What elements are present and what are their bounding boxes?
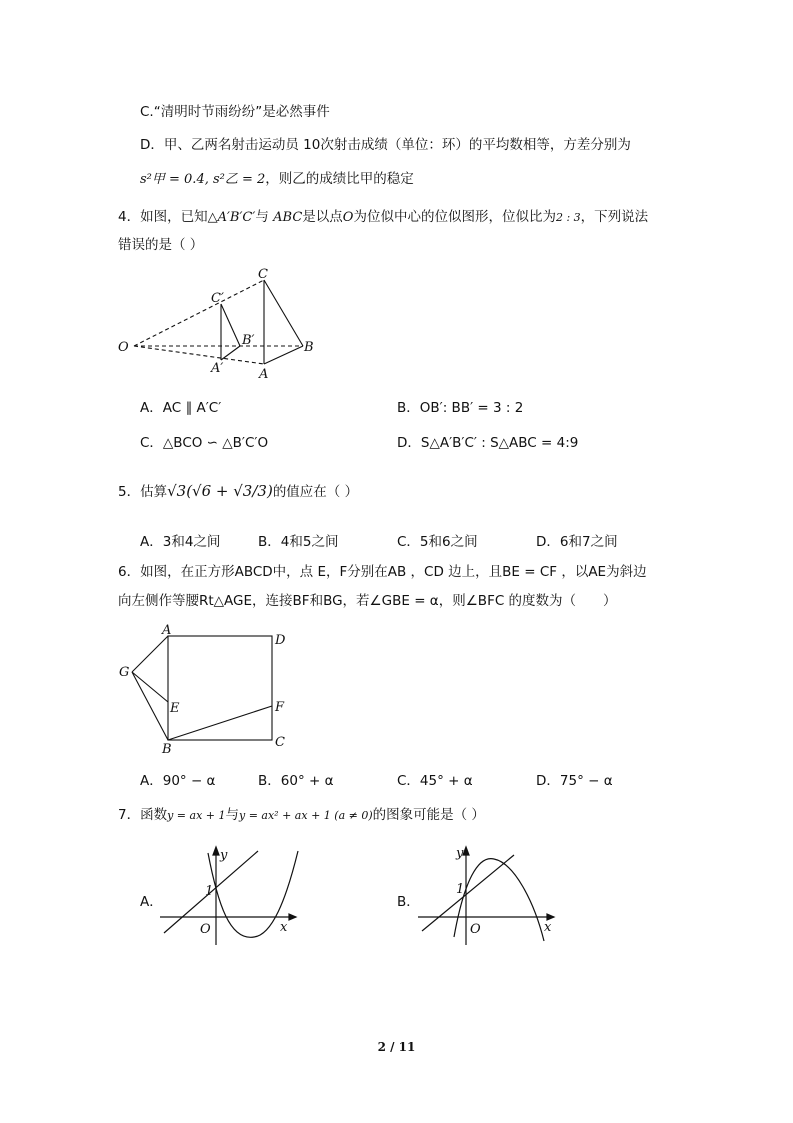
q6-option-b: B．60° + α — [258, 773, 334, 789]
q5-suffix: 的值应在（ ） — [272, 484, 359, 500]
x-axis-arrow-icon — [289, 914, 296, 920]
q4-mid2: 为位似中心的位似图形，位似比为 — [353, 209, 556, 225]
q5-option-b: B．4和5之间 — [258, 534, 339, 550]
q4-ratio: 2 : 3 — [555, 211, 581, 224]
q4-option-d: D．S△A′B′C′ : S△ABC = 4:9 — [397, 435, 579, 451]
label-g: G — [119, 665, 130, 680]
label-c: C — [275, 735, 285, 750]
q3-option-d-line2 — [140, 170, 414, 189]
q7-option-b-label: B． — [397, 894, 420, 910]
label-f: F — [275, 700, 285, 715]
segment-a1b1 — [221, 346, 240, 360]
y-axis-arrow-icon — [213, 847, 219, 855]
q6-option-d: D．75° − α — [536, 773, 613, 789]
q4-figure — [118, 266, 328, 386]
q7-stem — [118, 806, 485, 825]
origin-label: O — [470, 922, 481, 937]
q6-stem-line1: 6．如图，在正方形ABCD中，点 E，F分别在AB ，CD 边上，且BE = CF ，以AE为斜边 — [118, 564, 647, 580]
origin-label: O — [200, 922, 211, 937]
q5-option-a: A．3和4之间 — [140, 534, 221, 550]
q4-triangle-large: ABC — [273, 210, 303, 225]
axis-label-y: y — [220, 848, 228, 863]
line-graph — [422, 855, 514, 931]
variance-formula: s²甲 = 0.4, s²乙 = 2 — [140, 172, 266, 187]
q7-option-a-label: A． — [140, 894, 163, 910]
axis-label-x: x — [280, 920, 288, 935]
q4-option-c: C．△BCO ∽ △B′C′O — [140, 435, 269, 451]
q7-suffix: 的图象可能是（ ） — [372, 807, 485, 823]
label-e: E — [170, 701, 180, 716]
segment-cb — [264, 280, 303, 346]
label-o: O — [118, 340, 129, 355]
intercept-label: 1 — [205, 884, 214, 899]
segment-ab — [264, 346, 303, 364]
q7-with: 与 — [225, 807, 239, 823]
q4-point-o: O — [342, 210, 354, 225]
q4-mid1: 是以点 — [302, 209, 343, 225]
segment-bf — [168, 706, 272, 740]
intercept-label: 1 — [456, 882, 465, 897]
label-a-prime: A′ — [211, 361, 224, 376]
q5-option-c: C．5和6之间 — [397, 534, 478, 550]
q7-graph-a — [160, 845, 300, 945]
q6-option-a: A．90° − α — [140, 773, 216, 789]
q7-prefix: 7．函数 — [118, 807, 168, 823]
axis-label-y: y — [456, 846, 464, 861]
segment-c1b1 — [221, 304, 240, 346]
q3-option-c: C.“清明时节雨纷纷”是必然事件 — [140, 104, 330, 120]
segment-ga — [132, 636, 168, 672]
label-a: A — [259, 367, 269, 382]
label-a: A — [162, 623, 172, 638]
q4-option-a: A．AC ∥ A′C′ — [140, 400, 222, 416]
q7-quadratic: y = ax² + ax + 1 (a ≠ 0) — [239, 809, 373, 822]
q4-prefix: 4．如图，已知 — [118, 209, 208, 225]
q5-expression: √3(√6 + √3/3) — [167, 482, 273, 500]
q3-option-d-suffix: ，则乙的成绩比甲的稳定 — [265, 171, 414, 187]
q4-option-b: B．OB′: BB′ = 3 : 2 — [397, 400, 524, 416]
q6-figure — [118, 622, 298, 757]
label-c-prime: C′ — [211, 291, 224, 306]
label-d: D — [275, 633, 286, 648]
parabola-graph — [454, 859, 544, 941]
q4-stem-line1 — [118, 208, 648, 227]
q4-triangle-small: △A′B′C′ — [207, 210, 256, 225]
label-b-prime: B′ — [242, 333, 255, 348]
square-abcd — [168, 636, 272, 740]
label-b: B — [304, 340, 314, 355]
y-axis-arrow-icon — [463, 847, 469, 855]
ray-oa — [134, 346, 264, 364]
q7-graph-b — [418, 845, 558, 945]
segment-gb — [132, 672, 168, 740]
label-b: B — [162, 742, 172, 757]
q4-stem-line2: 错误的是（ ） — [118, 237, 204, 253]
q4-suffix: ，下列说法 — [580, 209, 649, 225]
q4-with: 与 — [255, 209, 269, 225]
q5-option-d: D．6和7之间 — [536, 534, 618, 550]
q6-option-c: C．45° + α — [397, 773, 473, 789]
label-c: C — [258, 267, 268, 282]
q5-stem — [118, 482, 358, 501]
page-number: 2 / 11 — [377, 1040, 416, 1054]
q7-linear: y = ax + 1 — [167, 809, 226, 822]
q3-option-d-line1: D．甲、乙两名射击运动员 10次射击成绩（单位：环）的平均数相等，方差分别为 — [140, 137, 631, 153]
axis-label-x: x — [544, 920, 552, 935]
q6-stem-line2: 向左侧作等腰Rt△AGE，连接BF和BG，若∠GBE = α，则∠BFC 的度数为（ ） — [118, 593, 617, 609]
q5-prefix: 5．估算 — [118, 484, 168, 500]
segment-ge — [132, 672, 168, 702]
